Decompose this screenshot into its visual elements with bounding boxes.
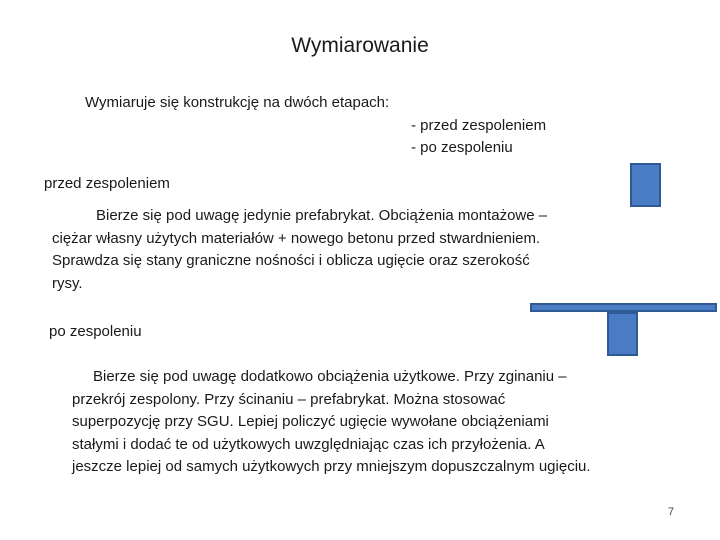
- paragraph-line: przekrój zespolony. Przy ścinaniu – prefabrykat. Można stosować: [72, 390, 506, 408]
- paragraph-line: Bierze się pod uwagę dodatkowo obciążenia użytkowe. Przy zginaniu –: [93, 368, 567, 385]
- section-paragraph-after: [72, 366, 652, 479]
- section-heading-before: przed zespoleniem: [44, 175, 170, 192]
- paragraph-line: jeszcze lepiej od samych użytkowych przy mniejszym dopuszczalnym ugięciu.: [72, 458, 591, 475]
- section-paragraph-before: [52, 205, 612, 295]
- intro-text: Wymiaruje się konstrukcję na dwóch etapach:: [85, 94, 390, 111]
- paragraph-line: Sprawdza się stany graniczne nośności i oblicza ugięcie oraz szerokość: [52, 252, 530, 269]
- paragraph-line: rysy.: [52, 274, 83, 292]
- paragraph-line: ciężar własny użytych materiałów + nowego betonu przed stwardnieniem.: [52, 229, 541, 247]
- paragraph-line: Bierze się pod uwagę jedynie prefabrykat. Obciążenia montażowe –: [96, 207, 548, 224]
- page-number: 7: [668, 506, 675, 518]
- prefab-section-shape: [630, 163, 661, 207]
- section-heading-after: po zespoleniu: [49, 323, 142, 340]
- paragraph-line: superpozycję przy SGU. Lepiej policzyć ugięcie wywołane obciążeniami: [72, 413, 549, 430]
- composite-web-shape: [607, 312, 638, 356]
- composite-slab-shape: [530, 303, 717, 312]
- paragraph-line: stałymi i dodać te od użytkowych uwzględniając czas ich przyłożenia. A: [72, 435, 545, 453]
- intro-item-before: - przed zespoleniem: [411, 117, 547, 134]
- intro-item-after: - po zespoleniu: [411, 139, 513, 156]
- page-title: Wymiarowanie: [291, 34, 429, 57]
